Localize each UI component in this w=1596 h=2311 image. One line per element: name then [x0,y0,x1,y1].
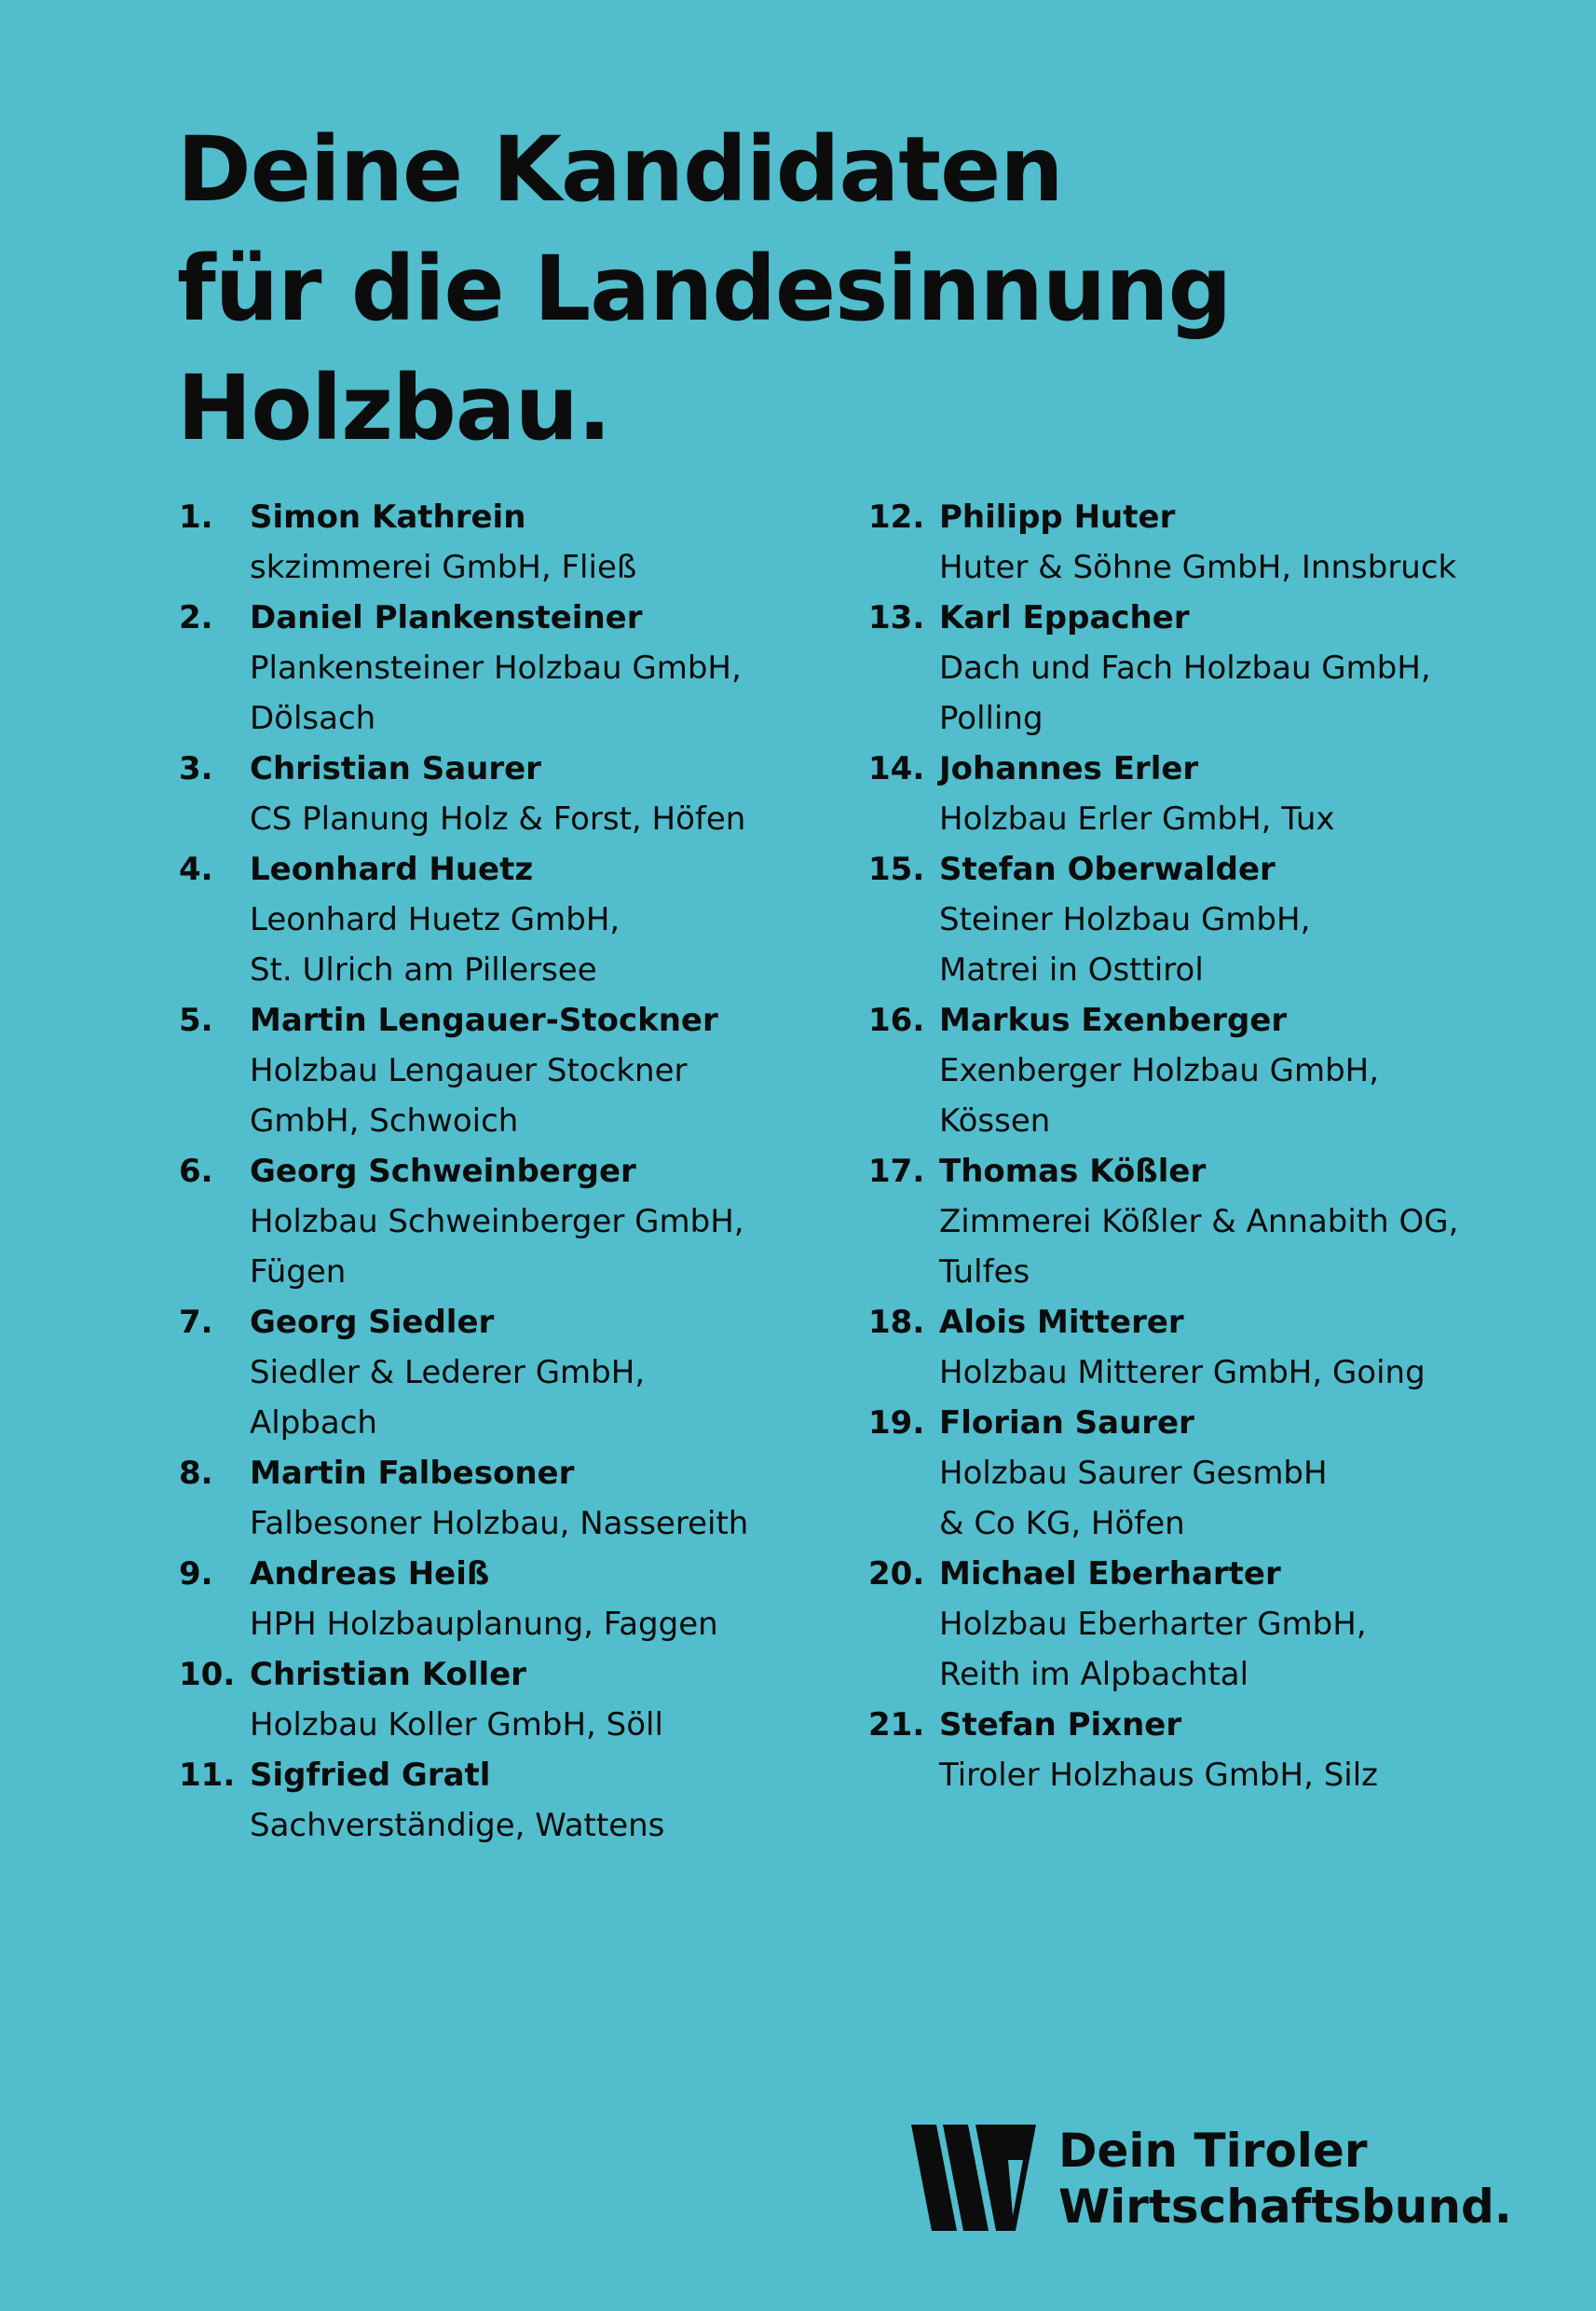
page-headline [177,110,1231,468]
candidate-name: Johannes Erler [939,750,1199,787]
candidate-affiliation: skzimmerei GmbH, Fließ [250,549,637,586]
candidate-number: 10. [179,1656,236,1693]
candidate-number: 14. [868,750,925,787]
candidate-item [179,1649,831,1750]
candidate-number: 5. [179,1002,213,1039]
headline-line-2: für die Landesinnung [177,237,1232,341]
candidate-affiliation: Holzbau Mitterer GmbH, Going [939,1354,1425,1391]
candidate-name: Michael Eberharter [939,1555,1281,1593]
candidate-item [179,1549,831,1649]
candidate-affiliation: Sachverständige, Wattens [250,1807,665,1844]
candidate-affiliation: Steiner Holzbau GmbH, [939,901,1311,938]
candidate-affiliation: Dach und Fach Holzbau GmbH, [939,650,1431,687]
candidate-number: 15. [868,851,925,888]
candidate-name: Andreas Heiß [250,1555,490,1593]
wirtschaftsbund-w-logo-icon [911,2125,1036,2231]
headline-line-1: Deine Kandidaten [177,117,1063,222]
candidate-affiliation: Tiroler Holzhaus GmbH, Silz [939,1757,1379,1794]
candidate-number: 12. [868,499,925,536]
candidate-name: Sigfried Gratl [250,1757,491,1794]
candidate-affiliation: Fügen [250,1253,347,1291]
candidate-number: 8. [179,1455,213,1492]
candidate-item [179,492,831,593]
candidate-affiliation: Tulfes [939,1253,1030,1291]
candidate-item [868,492,1576,593]
candidate-name: Georg Schweinberger [250,1153,636,1190]
candidate-item [179,744,831,844]
candidate-affiliation: Reith im Alpbachtal [939,1656,1249,1693]
candidate-affiliation: Holzbau Lengauer Stockner [250,1052,688,1089]
candidate-item [868,1700,1576,1800]
logo-line-1: Dein Tiroler [1058,2124,1368,2178]
candidate-number: 13. [868,599,925,636]
candidate-affiliation: Zimmerei Kößler & Annabith OG, [939,1203,1459,1240]
candidate-affiliation: Kössen [939,1102,1051,1140]
candidate-item [179,844,831,995]
candidate-name: Christian Koller [250,1656,526,1693]
candidate-name: Martin Falbesoner [250,1455,575,1492]
candidate-number: 2. [179,599,213,636]
candidate-name: Georg Siedler [250,1304,495,1341]
candidate-number: 20. [868,1555,925,1593]
candidate-affiliation: Holzbau Saurer GesmbH [939,1455,1328,1492]
candidate-name: Alois Mitterer [939,1304,1184,1341]
candidate-item [868,1398,1576,1549]
candidate-number: 9. [179,1555,213,1593]
candidate-name: Karl Eppacher [939,599,1190,636]
candidate-item [868,593,1576,744]
candidate-affiliation: CS Planung Holz & Forst, Höfen [250,800,746,838]
candidate-number: 1. [179,499,213,536]
candidate-name: Daniel Plankensteiner [250,599,643,636]
candidate-affiliation: Holzbau Koller GmbH, Söll [250,1706,663,1744]
candidate-number: 7. [179,1304,213,1341]
candidate-number: 3. [179,750,213,787]
candidate-affiliation: Polling [939,700,1044,737]
candidate-affiliation: Huter & Söhne GmbH, Innsbruck [939,549,1457,586]
candidate-name: Philipp Huter [939,499,1176,536]
candidate-affiliation: Alpbach [250,1404,377,1442]
candidate-number: 16. [868,1002,925,1039]
candidate-affiliation: HPH Holzbauplanung, Faggen [250,1606,718,1643]
candidate-item [868,844,1576,995]
candidate-item [179,1750,831,1851]
candidate-affiliation: & Co KG, Höfen [939,1505,1185,1542]
candidate-item [179,1297,831,1448]
candidate-number: 6. [179,1153,213,1190]
candidate-name: Christian Saurer [250,750,541,787]
candidate-name: Simon Kathrein [250,499,526,536]
wirtschaftsbund-logo [911,2124,1512,2236]
candidate-affiliation: Matrei in Osttirol [939,951,1204,989]
candidate-name: Leonhard Huetz [250,851,534,888]
candidate-number: 19. [868,1404,925,1442]
candidate-number: 18. [868,1304,925,1341]
candidate-affiliation: Holzbau Erler GmbH, Tux [939,800,1335,838]
candidate-item [868,1146,1576,1297]
candidate-affiliation: Holzbau Eberharter GmbH, [939,1606,1367,1643]
candidate-affiliation: Plankensteiner Holzbau GmbH, [250,650,742,687]
candidate-name: Stefan Oberwalder [939,851,1275,888]
candidate-number: 4. [179,851,213,888]
candidate-name: Markus Exenberger [939,1002,1288,1039]
candidate-item [179,1146,831,1297]
candidate-affiliation: Exenberger Holzbau GmbH, [939,1052,1380,1089]
candidate-name: Florian Saurer [939,1404,1194,1442]
headline-line-3: Holzbau. [177,356,611,460]
candidate-number: 11. [179,1757,236,1794]
candidate-list-right [868,492,1576,1800]
candidate-affiliation: Leonhard Huetz GmbH, [250,901,621,938]
candidate-affiliation: St. Ulrich am Pillersee [250,951,597,989]
candidate-name: Thomas Kößler [939,1153,1207,1190]
candidate-affiliation: Siedler & Lederer GmbH, [250,1354,646,1391]
candidate-item [868,1297,1576,1398]
candidate-item [179,1448,831,1549]
candidate-name: Martin Lengauer-Stockner [250,1002,718,1039]
candidate-affiliation: Dölsach [250,700,376,737]
candidate-item [868,995,1576,1146]
candidate-item [179,995,831,1146]
candidate-item [868,1549,1576,1700]
candidate-item [179,593,831,744]
candidate-list-left [179,492,831,1851]
candidate-name: Stefan Pixner [939,1706,1182,1744]
logo-line-2: Wirtschaftsbund. [1058,2180,1512,2234]
candidate-affiliation: GmbH, Schwoich [250,1102,519,1140]
candidate-affiliation: Falbesoner Holzbau, Nassereith [250,1505,749,1542]
candidate-number: 21. [868,1706,925,1744]
candidate-affiliation: Holzbau Schweinberger GmbH, [250,1203,744,1240]
candidate-item [868,744,1576,844]
logo-wordmark [1058,2123,1512,2235]
candidate-number: 17. [868,1153,925,1190]
